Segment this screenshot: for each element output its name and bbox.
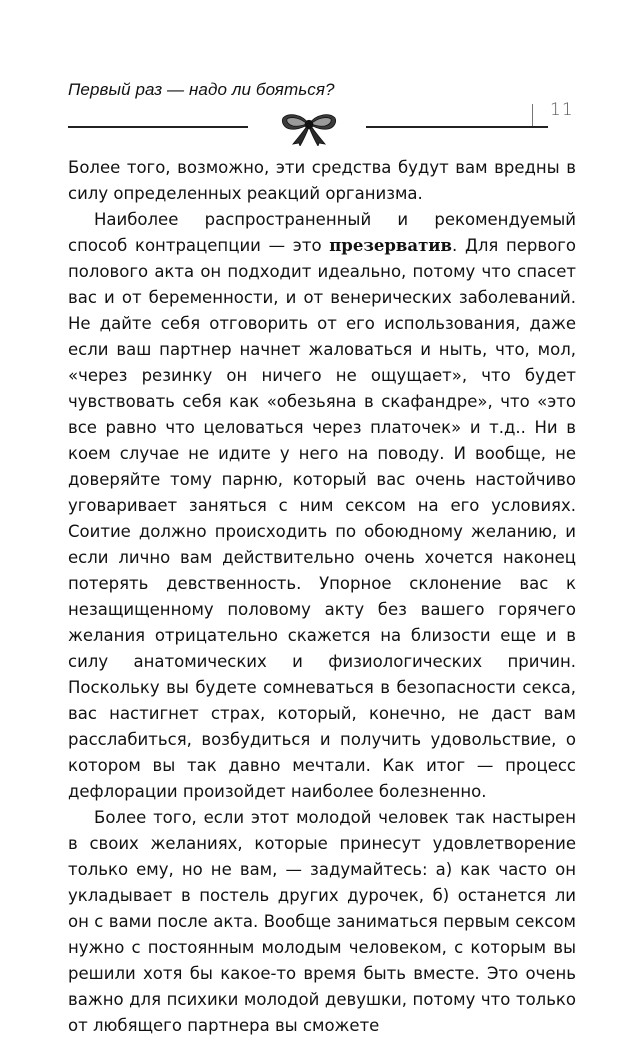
body-text — [68, 155, 576, 1039]
paragraph-text: . Для первого полового акта он подходит идеально, потому что спасет вас и от беременности, и от венерических заболеваний. Не дайте себя отговорить от его использования, даже если ваш партнер начнет жаловаться и ныть, что, мол, «через резинку он ничего не ощущает», что будет чувствовать себя как «обезьяна в скафандре», что «это все равно что целоваться через платочек» и т.д.. Ни в коем случае не идите у него на поводу. И вообще, не доверяйте тому парню, который вас очень настойчиво уговаривает заняться с ним сексом на его условиях. Соитие должно происходить по обоюдному желанию, и если лично вам действительно очень хочется наконец потерять девственность. Упорное склонение вас к незащищенному половому акту без вашего горячего желания отрицательно скажется на близости еще и в силу анатомических и физиологических причин. Поскольку вы будете сомневаться в безопасности секса, вас настигнет страх, который, конечно, не даст вам расслабиться, возбудиться и получить удовольствие, о котором вы так давно мечтали. Как итог — процесс дефлорации произойдет наиболее болезненно. — [68, 236, 576, 801]
paragraph-text: Наиболее распространенный и рекомендуемый способ контрацепции — это — [68, 210, 576, 255]
paragraph — [68, 207, 576, 805]
bow-icon — [280, 110, 338, 146]
paragraph: Более того, возможно, эти средства будут вам вредны в силу определенных реакций организма. — [68, 158, 576, 203]
header-rule-right — [366, 126, 548, 128]
page-number-divider — [532, 104, 533, 128]
header-rule-left — [68, 126, 248, 128]
emphasis-term: презерватив — [329, 236, 452, 255]
page-number: 11 — [550, 100, 574, 120]
paragraph: Более того, если этот молодой человек так настырен в своих желаниях, которые принесут удовлетворение только ему, но не вам, — задумайтесь: а) как часто он укладывает в постель других дурочек, б) останется ли он с вами после акта. Вообще заниматься первым сексом нужно с постоянным молодым человеком, с которым вы решили хотя бы какое-то время быть вместе. Это очень важно для психики молодой девушки, потому что только от любящего партнера вы сможете — [68, 808, 576, 1035]
running-head: Первый раз — надо ли бояться? — [68, 80, 335, 99]
